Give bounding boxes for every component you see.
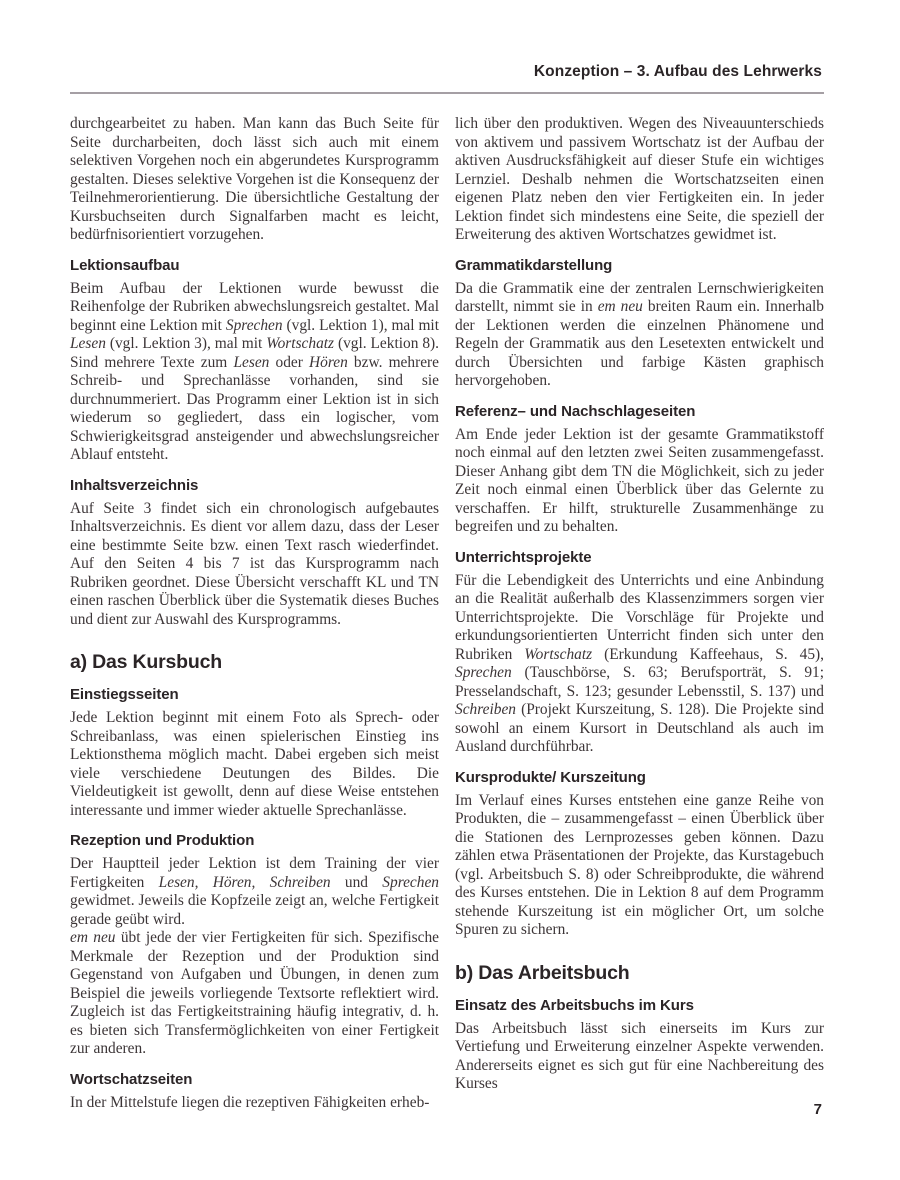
page-content (70, 115, 824, 1112)
subsection-heading: Inhaltsverzeichnis (70, 476, 199, 494)
paragraph: Das Arbeitsbuch lässt sich einerseits im Kurs zur Vertiefung und Erweiterung einzelner Aspekte verwenden. Andererseits eignet es sich gut für eine Nachbereitung des Kurses (455, 1019, 824, 1092)
subsection-heading: Unterrichtsprojekte (455, 548, 592, 566)
paragraph: Im Verlauf eines Kurses entstehen eine ganze Reihe von Produkten, die – zusammengefasst – einen Überblick über die Stationen des Lernprozesses geben können. Dazu zählen etwa Präsentationen der Projekte, das Kurstagebuch (vgl. Arbeitsbuch S. 8) oder Schreibprodukte, die während des Kurses entstehen. Die in Lektion 8 auf dem Programm stehende Kurszeitung ist ein möglicher Ort, um solche Spuren zu sichern. (455, 791, 824, 938)
paragraph: In der Mittelstufe liegen die rezeptiven Fähigkeiten erheb- (70, 1093, 430, 1111)
page-number: 7 (813, 1101, 822, 1118)
right-column (455, 115, 824, 1112)
subsection-heading: Einstiegsseiten (70, 686, 179, 703)
paragraph: Beim Aufbau der Lektionen wurde bewusst die Reihenfolge der Rubriken abwechslungsreich gestaltet. Mal beginnt eine Lektion mit Sprechen (vgl. Lektion 1), mal mit Lesen (vgl. Lektion 3), mal mit Wortschatz (vgl. Lektion 8). Sind mehrere Texte zum Lesen oder Hören bzw. mehrere Schreib- und Sprechanlässe vorhanden, sind sie durchnummeriert. Das Programm einer Lektion ist in sich wiederum so gegliedert, dass ein logischer, vom Schwierigkeitsgrad ansteigender und abwechslungsreicher Ablauf entsteht. (70, 279, 439, 463)
section-heading: a) Das Kursbuch (70, 651, 222, 673)
subsection-heading: Grammatikdarstellung (455, 256, 613, 274)
paragraph: Auf Seite 3 findet sich ein chronologisch aufgebautes Inhaltsverzeichnis. Es dient vor allem dazu, dass der Leser eine bestimmte Seite bzw. einen Text rasch wiederfindet. Auf den Seiten 4 bis 7 ist das Kursprogramm nach Rubriken geordnet. Diese Übersicht verschafft KL und TN einen raschen Überblick über die Systematik dieses Buches und dient zur Auswahl des Kursprogramms. (70, 499, 439, 628)
paragraph: Jede Lektion beginnt mit einem Foto als Sprech- oder Schreibanlass, was einen spielerischen Einstieg ins Lektionsthema möglich macht. Dabei ergeben sich meist viele verschiedene Deutungen des Bildes. Die Vieldeutigkeit ist gewollt, denn auf diese Weise entstehen interessante und immer wieder aktuelle Sprechanlässe. (70, 709, 439, 819)
paragraph: Am Ende jeder Lektion ist der gesamte Grammatikstoff noch einmal auf den letzten zwei Seiten zusammengefasst. Dieser Anhang gibt dem TN die Möglichkeit, sich zu jeder Zeit noch einmal einen Überblick über das Gelernte zu verschaffen. Er hilft, strukturelle Zusammenhänge zu begreifen und zu behalten. (455, 425, 824, 535)
subsection-heading: Wortschatzseiten (70, 1070, 193, 1088)
paragraph: Da die Grammatik eine der zentralen Lernschwierigkeiten darstellt, nimmt sie in em neu breiten Raum ein. Innerhalb der Lektionen werden die einzelnen Phänomene und Regeln der Grammatik aus den Lesetexten entwickelt und durch Übersichten und farbige Kästen graphisch hervorgehoben. (455, 279, 824, 389)
subsection-heading: Kursprodukte/ Kurszeitung (455, 768, 646, 786)
paragraph: durchgearbeitet zu haben. Man kann das Buch Seite für Seite durcharbeiten, doch lässt sich auch mit einem selektiven Vorgehen noch ein abgerundetes Kursprogramm gestalten. Dieses selektive Vorgehen ist die Konsequenz der Teilnehmerorientierung. Die übersichtliche Gestaltung der Kursbuchseiten durch Signalfarben macht es leicht, bedürfnisorientiert vorzugehen. (70, 115, 439, 243)
subsection-heading: Lektionsaufbau (70, 256, 180, 274)
paragraph: lich über den produktiven. Wegen des Niveauunterschieds von aktivem und passivem Wortschatz ist der Aufbau der aktiven Ausdrucksfähigkeit auf dieser Stufe ein wichtiges Lernziel. Deshalb nehmen die Wortschatzseiten einen eigenen Platz neben den vier Fertigkeiten ein. In jeder Lektion findet sich mindestens eine Seite, die speziell der Erweiterung des aktiven Wortschatzes gewidmet ist. (455, 115, 824, 243)
left-column (70, 115, 439, 1112)
paragraph: Für die Lebendigkeit des Unterrichts und eine Anbindung an die Realität außerhalb des Klassenzimmers sorgen vier Unterrichtsprojekte. Die Vorschläge für Projekte und erkundungsorientierten Unterricht finden sich unter den Rubriken Wortschatz (Erkundung Kaffeehaus, S. 45), Sprechen (Tauschbörse, S. 63; Berufsporträt, S. 91; Presselandschaft, S. 123; gesunder Lebensstil, S. 137) und Schreiben (Projekt Kurszeitung, S. 128). Die Projekte sind sowohl an einem Kursort in Deutschland als auch im Ausland durchführbar. (455, 571, 824, 755)
running-head: Konzeption – 3. Aufbau des Lehrwerks (533, 63, 822, 80)
subsection-heading: Referenz– und Nachschlageseiten (455, 402, 696, 420)
subsection-heading: Rezeption und Produktion (70, 832, 255, 849)
paragraph: em neu übt jede der vier Fertigkeiten für sich. Spezifische Merkmale der Rezeption und der Produktion sind Gegenstand von Aufgaben und Übungen, in denen zum Beispiel die jeweils vorliegende Textsorte reflektiert wird. Zugleich ist das Fertigkeitstraining häufig integrativ, d. h. es bieten sich Transfermöglichkeiten von einer Fertigkeit zur anderen. (70, 929, 440, 1057)
subsection-heading: Einsatz des Arbeitsbuchs im Kurs (455, 996, 694, 1014)
paragraph: Der Hauptteil jeder Lektion ist dem Training der vier Fertigkeiten Lesen, Hören, Schreiben und Sprechen gewidmet. Jeweils die Kopfzeile zeigt an, welche Fertigkeit gerade geübt wird. (70, 855, 439, 928)
section-heading: b) Das Arbeitsbuch (455, 961, 630, 984)
header-rule (70, 92, 824, 94)
